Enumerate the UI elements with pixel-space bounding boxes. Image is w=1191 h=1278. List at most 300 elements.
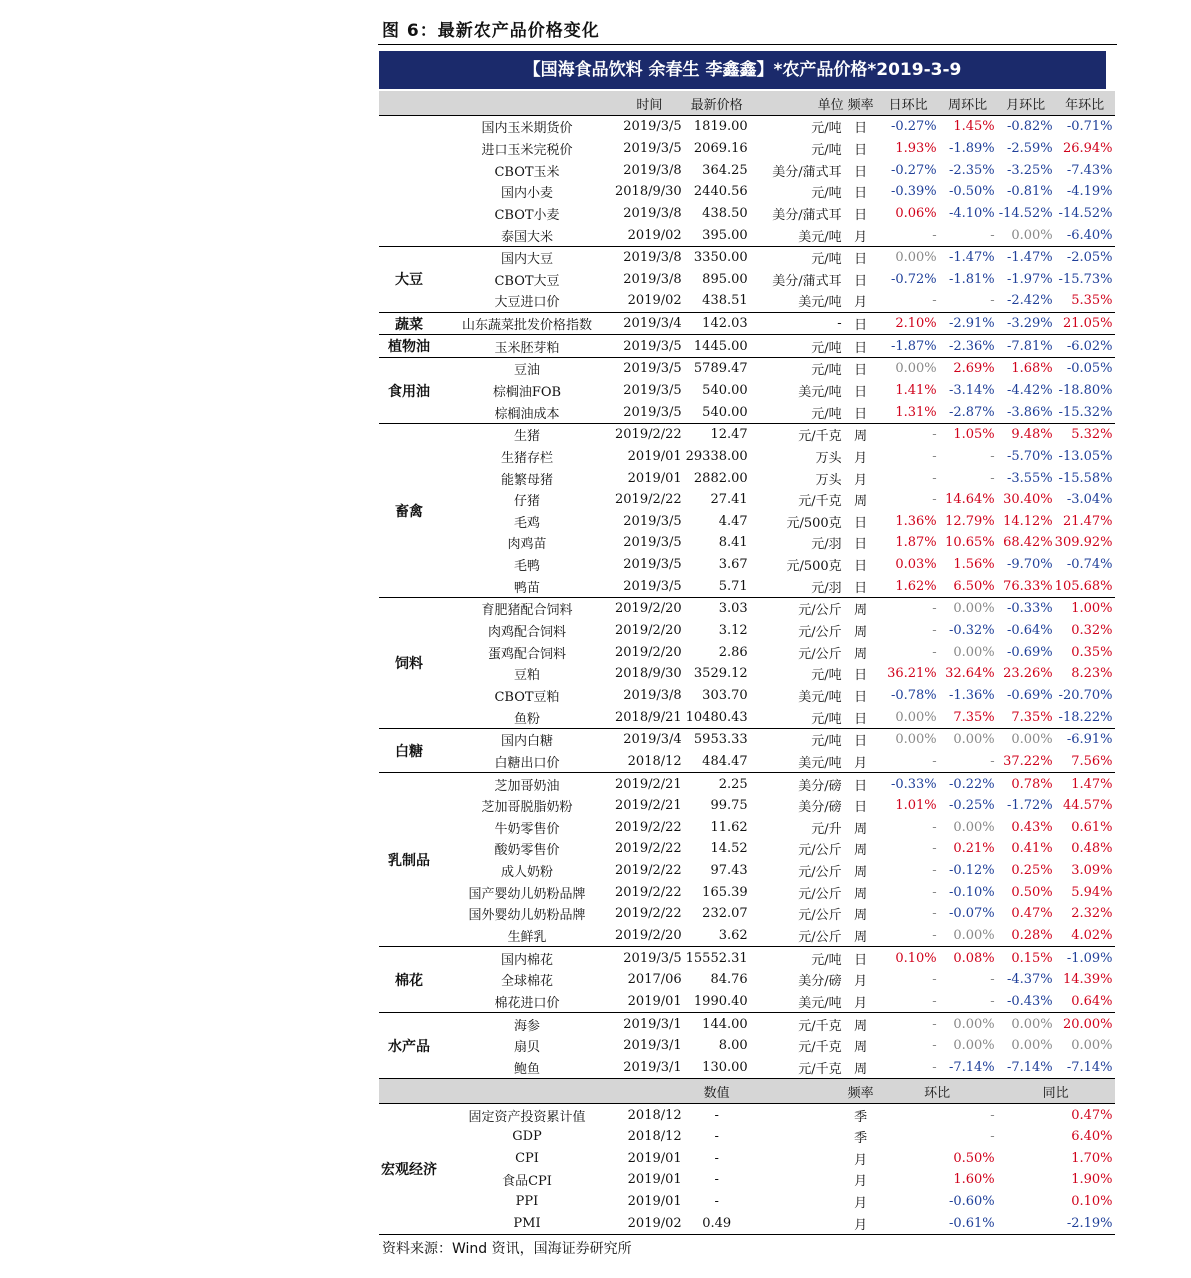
- change-cell: -: [932, 993, 937, 1009]
- item-name: 玉米胚芽粕: [439, 335, 615, 358]
- header-cell: [379, 91, 439, 116]
- change-cell: 23.26%: [1003, 666, 1053, 682]
- table-row: [379, 881, 1115, 903]
- unit-cell: 元/吨: [750, 728, 844, 750]
- change-cell: 1.56%: [953, 557, 995, 573]
- category-label: 饲料: [379, 598, 439, 729]
- change-cell: -3.55%: [1006, 470, 1053, 486]
- price-cell: 27.41: [710, 492, 748, 508]
- frequency-cell: 日: [844, 246, 878, 268]
- change-cell: -4.42%: [1006, 383, 1053, 398]
- frequency-cell: 周: [854, 843, 868, 859]
- change-cell: 0.15%: [997, 947, 1055, 969]
- category-label: 畜禽: [379, 423, 439, 597]
- change-cell: 0.00%: [878, 246, 939, 268]
- date-cell: 2019/3/8: [623, 205, 682, 221]
- item-name: CBOT豆粕: [494, 689, 560, 705]
- change-cell: -3.86%: [1006, 404, 1053, 420]
- change-cell: -0.10%: [948, 884, 995, 900]
- change-cell: 0.00%: [939, 598, 997, 620]
- frequency-cell: 日: [854, 689, 868, 705]
- change-cell: 1.45%: [953, 119, 995, 135]
- change-cell: -: [932, 448, 937, 464]
- unit-cell: 美元/吨: [798, 295, 842, 311]
- item-name: CBOT大豆: [494, 273, 560, 289]
- change-cell: -6.91%: [1055, 728, 1115, 750]
- change-cell: 0.78%: [997, 773, 1055, 795]
- table-row: [379, 773, 1115, 795]
- change-cell: 8.23%: [1071, 666, 1113, 682]
- change-cell: -: [878, 423, 939, 445]
- frequency-cell: 月: [854, 229, 868, 245]
- table-row: [379, 751, 1115, 773]
- table-row: [379, 663, 1115, 685]
- change-cell: 9.48%: [997, 423, 1055, 445]
- price-cell: 142.03: [684, 312, 750, 335]
- price-cell: 232.07: [702, 906, 748, 922]
- item-name: 国产婴幼儿奶粉品牌: [468, 886, 586, 902]
- date-cell: 2019/2/22: [615, 492, 682, 508]
- value-cell: 0.49: [684, 1212, 750, 1234]
- change-cell: -3.04%: [1066, 492, 1113, 508]
- frequency-cell: 日: [854, 580, 868, 596]
- price-cell: 438.50: [702, 205, 748, 221]
- price-cell: 5.71: [718, 578, 748, 594]
- unit-cell: 元/吨: [811, 121, 842, 137]
- price-cell: 3529.12: [693, 666, 748, 682]
- macro-row: [379, 1126, 1115, 1148]
- change-cell: -14.52%: [998, 205, 1053, 221]
- change-cell: -: [932, 492, 937, 508]
- frequency-cell: 日: [844, 947, 878, 969]
- change-cell: 0.61%: [1071, 819, 1113, 835]
- price-cell: 1990.40: [693, 993, 748, 1009]
- macro-row: [379, 1104, 1115, 1126]
- change-cell: 68.42%: [1003, 535, 1053, 551]
- price-cell: 303.70: [702, 687, 748, 703]
- frequency-cell: 月: [854, 755, 868, 771]
- item-name: 国内小麦: [500, 186, 553, 202]
- change-cell: -0.72%: [890, 271, 937, 287]
- change-cell: -1.97%: [1006, 271, 1053, 287]
- price-cell: 84.76: [710, 972, 748, 988]
- change-cell: 21.47%: [1062, 513, 1113, 529]
- change-cell: 10.65%: [945, 535, 995, 551]
- header-cell: 日环比: [878, 91, 939, 116]
- change-cell: 0.00%: [953, 1038, 995, 1054]
- unit-cell: 美分/蒲式耳: [772, 164, 842, 180]
- date-cell: 2019/3/5: [623, 383, 682, 398]
- change-cell: -13.05%: [1058, 448, 1113, 464]
- date-cell: 2019/3/5: [615, 335, 684, 358]
- table-row: [379, 446, 1115, 468]
- item-name: 毛鸡: [513, 515, 540, 531]
- frequency-cell: 日: [854, 537, 868, 553]
- item-name: 棕榈油FOB: [492, 385, 562, 400]
- unit-cell: 万头: [815, 472, 842, 488]
- change-cell: -: [932, 863, 937, 879]
- item-name: 进口玉米完税价: [481, 142, 573, 158]
- frequency-cell: 周: [844, 598, 878, 620]
- change-cell: -0.81%: [1006, 184, 1053, 200]
- table-row: [379, 903, 1115, 925]
- change-cell: -2.59%: [1006, 140, 1053, 156]
- frequency-cell: 周: [854, 646, 868, 662]
- mom-cell: 1.60%: [953, 1172, 995, 1188]
- price-cell: 540.00: [702, 383, 748, 398]
- table-row: [379, 181, 1115, 203]
- table-row: [379, 380, 1115, 402]
- frequency-cell: 日: [854, 385, 868, 400]
- change-cell: -: [990, 753, 995, 769]
- change-cell: -5.70%: [1006, 448, 1053, 464]
- table-row: [379, 116, 1115, 138]
- unit-cell: 元/公斤: [798, 843, 842, 859]
- date-cell: 2018/12: [627, 753, 682, 769]
- change-cell: -1.36%: [948, 687, 995, 703]
- item-name: 鱼粉: [513, 711, 540, 727]
- change-cell: 14.12%: [1003, 513, 1053, 529]
- change-cell: -0.74%: [1066, 557, 1113, 573]
- change-cell: 0.43%: [1011, 819, 1053, 835]
- price-cell: 12.47: [684, 423, 750, 445]
- unit-cell: 元/吨: [811, 142, 842, 158]
- change-cell: 0.00%: [1071, 1038, 1113, 1054]
- change-cell: -4.10%: [948, 205, 995, 221]
- change-cell: -7.14%: [948, 1059, 995, 1075]
- change-cell: 6.50%: [953, 578, 995, 594]
- item-name: 鲍鱼: [513, 1061, 540, 1077]
- frequency-cell: 日: [844, 728, 878, 750]
- date-cell: 2019/3/8: [623, 271, 682, 287]
- change-cell: 5.32%: [1055, 423, 1115, 445]
- table-row: [379, 467, 1115, 489]
- table-row: [379, 706, 1115, 728]
- price-cell: 10480.43: [685, 709, 748, 725]
- change-cell: -14.52%: [1058, 205, 1113, 221]
- change-cell: 5.35%: [1071, 293, 1113, 309]
- change-cell: 14.64%: [945, 492, 995, 508]
- date-cell: 2019/3/5: [623, 557, 682, 573]
- price-cell: 3.03: [684, 598, 750, 620]
- change-cell: 1.31%: [895, 404, 937, 420]
- date-cell: 2019/02: [627, 227, 682, 243]
- unit-cell: 元/公斤: [798, 625, 842, 641]
- table-row: [379, 575, 1115, 597]
- unit-cell: 元/千克: [798, 494, 842, 510]
- change-cell: 30.40%: [1003, 492, 1053, 508]
- frequency-cell: 周: [854, 886, 868, 902]
- unit-cell: 元/公斤: [798, 886, 842, 902]
- mom-cell: -: [990, 1129, 995, 1145]
- change-cell: -20.70%: [1058, 687, 1113, 703]
- item-name: 芝加哥奶油: [439, 773, 615, 795]
- change-cell: 105.68%: [1054, 578, 1113, 594]
- item-name: 鸭苗: [513, 580, 540, 596]
- date-cell: 2019/3/5: [615, 947, 684, 969]
- table-row: [379, 838, 1115, 860]
- price-cell: 3.62: [718, 928, 748, 944]
- macro-row: [379, 1147, 1115, 1169]
- unit-cell: 元/吨: [811, 186, 842, 202]
- table-row: [379, 423, 1115, 445]
- change-cell: 36.21%: [887, 666, 937, 682]
- price-cell: 3.67: [718, 557, 748, 573]
- change-cell: 20.00%: [1055, 1013, 1115, 1035]
- date-cell: 2019/01: [627, 448, 682, 464]
- header-cell: [750, 1079, 844, 1104]
- change-cell: -2.05%: [1055, 246, 1115, 268]
- frequency-cell: 周: [854, 494, 868, 510]
- date-cell: 2019/2/21: [615, 798, 682, 814]
- unit-cell: 元/公斤: [798, 646, 842, 662]
- change-cell: -1.87%: [878, 335, 939, 358]
- category-label: 蔬菜: [379, 312, 439, 335]
- change-cell: -0.25%: [948, 798, 995, 814]
- date-cell: 2019/2/22: [615, 863, 682, 879]
- yoy-cell: 6.40%: [1071, 1129, 1113, 1145]
- date-cell: 2019/3/4: [615, 728, 684, 750]
- change-cell: -3.29%: [997, 312, 1055, 335]
- change-cell: -: [990, 993, 995, 1009]
- spacer-cell: [750, 1212, 844, 1234]
- table-row: [379, 401, 1115, 423]
- change-cell: -6.40%: [1066, 227, 1113, 243]
- change-cell: -15.58%: [1058, 470, 1113, 486]
- date-cell: 2019/3/5: [623, 578, 682, 594]
- price-cell: 364.25: [702, 162, 748, 178]
- price-cell: 5789.47: [684, 358, 750, 380]
- price-cell: 438.51: [702, 293, 748, 309]
- header-cell: 最新价格: [684, 91, 750, 116]
- frequency-cell: 周: [854, 1061, 868, 1077]
- item-name: 能繁母猪: [500, 472, 553, 488]
- change-cell: 0.00%: [1011, 227, 1053, 243]
- item-name: 海参: [439, 1013, 615, 1035]
- price-cell: 2.86: [718, 644, 748, 660]
- frequency-cell: 日: [854, 273, 868, 289]
- indicator-name: 食品CPI: [502, 1174, 552, 1190]
- price-cell: 395.00: [702, 227, 748, 243]
- change-cell: -: [932, 884, 937, 900]
- change-cell: -: [990, 448, 995, 464]
- header-cell: 频率: [844, 91, 878, 116]
- frequency-cell: 周: [854, 821, 868, 837]
- frequency-cell: 周: [854, 930, 868, 946]
- item-name: 肉鸡苗: [507, 537, 547, 553]
- price-cell: 15552.31: [684, 947, 750, 969]
- item-name: 芝加哥脱脂奶粉: [481, 800, 573, 816]
- change-cell: -3.14%: [948, 383, 995, 398]
- change-cell: -0.27%: [890, 162, 937, 178]
- yoy-cell: 0.47%: [1071, 1107, 1113, 1123]
- table-row: [379, 246, 1115, 268]
- value-cell: -: [714, 1129, 719, 1145]
- change-cell: 4.02%: [1071, 928, 1113, 944]
- change-cell: 0.00%: [997, 1013, 1055, 1035]
- change-cell: -0.32%: [948, 623, 995, 639]
- frequency-cell: 季: [854, 1109, 868, 1125]
- indicator-name: CPI: [515, 1150, 539, 1166]
- frequency-cell: 周: [854, 625, 868, 641]
- frequency-cell: 月: [854, 472, 868, 488]
- spacer-cell: [750, 1104, 844, 1126]
- unit-cell: 元/羽: [811, 580, 842, 596]
- table-row: [379, 159, 1115, 181]
- change-cell: -: [932, 819, 937, 835]
- change-cell: -7.43%: [1066, 162, 1113, 178]
- change-cell: -: [878, 598, 939, 620]
- change-cell: 1.68%: [997, 358, 1055, 380]
- mom-cell: -0.60%: [948, 1194, 995, 1210]
- mom-cell: -: [990, 1107, 995, 1123]
- price-cell: 130.00: [702, 1059, 748, 1075]
- change-cell: 0.08%: [939, 947, 997, 969]
- item-name: 肉鸡配合饲料: [487, 625, 566, 641]
- change-cell: -0.71%: [1066, 119, 1113, 135]
- header-cell: 单位: [750, 91, 844, 116]
- change-cell: 32.64%: [945, 666, 995, 682]
- change-cell: -: [932, 906, 937, 922]
- indicator-name: PPI: [515, 1194, 539, 1210]
- change-cell: -0.39%: [890, 184, 937, 200]
- spacer-cell: [750, 1169, 844, 1191]
- unit-cell: 元/千克: [750, 423, 844, 445]
- unit-cell: 美元/吨: [798, 755, 842, 771]
- date-cell: 2019/01: [627, 1194, 682, 1210]
- unit-cell: 美元/吨: [798, 689, 842, 705]
- change-cell: -: [878, 1013, 939, 1035]
- yoy-cell: 1.70%: [1071, 1150, 1113, 1166]
- change-cell: 7.56%: [1071, 753, 1113, 769]
- category-label: 食用油: [379, 358, 439, 424]
- price-cell: 1819.00: [693, 119, 748, 135]
- price-cell: 1445.00: [684, 335, 750, 358]
- value-cell: -: [714, 1150, 719, 1166]
- table-row: [379, 138, 1115, 160]
- unit-cell: 元/吨: [750, 246, 844, 268]
- change-cell: -0.33%: [878, 773, 939, 795]
- value-cell: -: [714, 1107, 719, 1123]
- item-name: 国内大豆: [439, 246, 615, 268]
- frequency-cell: 月: [854, 974, 868, 990]
- unit-cell: 元/500克: [786, 515, 842, 531]
- price-cell: 3.12: [718, 623, 748, 639]
- value-cell: -: [714, 1194, 719, 1210]
- item-name: 国外婴幼儿奶粉品牌: [468, 908, 586, 924]
- unit-cell: 元/吨: [811, 668, 842, 684]
- change-cell: 0.00%: [953, 819, 995, 835]
- date-cell: 2019/3/5: [623, 119, 682, 135]
- change-cell: 5.94%: [1071, 884, 1113, 900]
- table-header-row: [379, 91, 1115, 116]
- price-cell: 144.00: [684, 1013, 750, 1035]
- date-cell: 2019/2/20: [615, 623, 682, 639]
- change-cell: -2.91%: [939, 312, 997, 335]
- source-note: 资料来源：Wind 资讯，国海证券研究所: [382, 1241, 632, 1257]
- unit-cell: 美分/蒲式耳: [772, 273, 842, 289]
- table-row: [379, 969, 1115, 991]
- change-cell: 0.00%: [939, 1013, 997, 1035]
- unit-cell: 元/吨: [811, 711, 842, 727]
- category-label: 宏观经济: [379, 1104, 439, 1235]
- yoy-cell: -2.19%: [997, 1212, 1115, 1234]
- table-row: [379, 1013, 1115, 1035]
- header-cell: 数值: [684, 1079, 750, 1104]
- mom-cell: 0.50%: [953, 1150, 995, 1166]
- change-cell: -1.47%: [997, 246, 1055, 268]
- table-row: [379, 620, 1115, 642]
- header-cell: 频率: [844, 1079, 878, 1104]
- change-cell: -1.81%: [948, 271, 995, 287]
- category-label: 棉花: [379, 947, 439, 1013]
- frequency-cell: 月: [854, 1174, 868, 1190]
- category-label: 大豆: [379, 246, 439, 312]
- unit-cell: 元/公斤: [798, 908, 842, 924]
- change-cell: -4.37%: [1006, 972, 1053, 988]
- change-cell: 0.10%: [878, 947, 939, 969]
- change-cell: -0.07%: [948, 906, 995, 922]
- unit-cell: -: [750, 312, 844, 335]
- date-cell: 2019/3/8: [615, 246, 684, 268]
- frequency-cell: 日: [854, 142, 868, 158]
- frequency-cell: 日: [854, 207, 868, 223]
- date-cell: 2019/02: [615, 1212, 684, 1234]
- change-cell: 2.10%: [878, 312, 939, 335]
- change-cell: -1.47%: [939, 246, 997, 268]
- change-cell: 1.93%: [895, 140, 937, 156]
- price-cell: 540.00: [702, 404, 748, 420]
- item-name: 国内白糖: [439, 728, 615, 750]
- item-name: 蛋鸡配合饲料: [487, 646, 566, 662]
- date-cell: 2019/3/1: [623, 1059, 682, 1075]
- category-label: 乳制品: [379, 773, 439, 947]
- price-cell: 2.25: [684, 773, 750, 795]
- table-row: [379, 335, 1115, 358]
- change-cell: 1.47%: [1055, 773, 1115, 795]
- change-cell: -: [932, 928, 937, 944]
- price-cell: 29338.00: [685, 448, 748, 464]
- macro-row: [379, 1212, 1115, 1234]
- change-cell: -: [932, 227, 937, 243]
- frequency-cell: 日: [854, 515, 868, 531]
- change-cell: 0.25%: [1011, 863, 1053, 879]
- item-name: CBOT玉米: [494, 164, 560, 180]
- figure-title: 图 6：最新农产品价格变化: [382, 21, 600, 41]
- frequency-cell: 日: [854, 559, 868, 575]
- spacer-cell: [750, 1126, 844, 1148]
- change-cell: 1.00%: [1055, 598, 1115, 620]
- price-cell: 165.39: [702, 884, 748, 900]
- frequency-cell: 日: [844, 358, 878, 380]
- table-row: [379, 554, 1115, 576]
- change-cell: -: [932, 1059, 937, 1075]
- yoy-cell: 0.10%: [1071, 1194, 1113, 1210]
- date-cell: 2018/9/21: [615, 709, 682, 725]
- change-cell: -0.33%: [997, 598, 1055, 620]
- item-name: 山东蔬菜批发价格指数: [439, 312, 615, 335]
- unit-cell: 元/公斤: [798, 930, 842, 946]
- change-cell: 0.00%: [895, 709, 937, 725]
- category-label: [379, 116, 439, 247]
- change-cell: 309.92%: [1054, 535, 1113, 551]
- change-cell: 0.48%: [1071, 841, 1113, 857]
- change-cell: -15.32%: [1058, 404, 1113, 420]
- frequency-cell: 周: [844, 423, 878, 445]
- unit-cell: 元/公斤: [750, 598, 844, 620]
- unit-cell: 元/升: [811, 821, 842, 837]
- price-cell: 484.47: [702, 753, 748, 769]
